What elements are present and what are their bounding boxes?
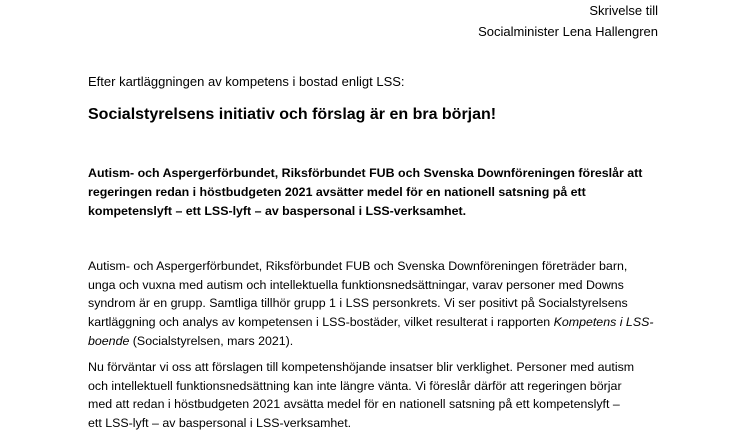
body-paragraph-1 bbox=[88, 257, 678, 351]
paragraph-line: med att redan i höstbudgeten 2021 avsätta medel för en nationell satsning på ett kompetenslyft – bbox=[88, 397, 620, 412]
lead-line: Autism- och Aspergerförbundet, Riksförbundet FUB och Svenska Downföreningen föreslår att bbox=[88, 166, 643, 180]
intro-line: Efter kartläggningen av kompetens i bostad enligt LSS: bbox=[88, 74, 405, 89]
report-title: Kompetens i LSS- bbox=[553, 315, 654, 330]
paragraph-line: syndrom är en grupp. Samtliga tillhör grupp 1 i LSS personkrets. Vi ser positivt på Socialstyrelsens bbox=[88, 296, 628, 311]
lead-line: kompetenslyft – ett LSS-lyft – av baspersonal i LSS-verksamhet. bbox=[88, 204, 467, 218]
paragraph-line bbox=[88, 313, 678, 332]
body-paragraph-2 bbox=[88, 358, 678, 433]
document-headline: Socialstyrelsens initiativ och förslag är en bra början! bbox=[88, 106, 497, 123]
lead-paragraph bbox=[88, 164, 668, 221]
paragraph-line: unga och vuxna med autism och intellektuella funktionsnedsättningar, varav personer med Downs bbox=[88, 277, 624, 292]
paragraph-line: och intellektuell funktionsnedsättning kan inte längre vänta. Vi föreslår därför att regeringen börjar bbox=[88, 378, 622, 393]
report-title-continued: boende bbox=[88, 333, 130, 348]
paragraph-text: kartläggning och analys av kompetensen i LSS-bostäder, vilket resulterat i rapporten bbox=[88, 315, 554, 330]
paragraph-line: Nu förväntar vi oss att förslagen till kompetenshöjande insatser blir verklighet. Personer med autism bbox=[88, 360, 635, 374]
addressee-block bbox=[478, 0, 658, 42]
paragraph-line: ett LSS-lyft – av baspersonal i LSS-verksamhet. bbox=[88, 416, 352, 431]
paragraph-text: (Socialstyrelsen, mars 2021). bbox=[129, 333, 294, 348]
paragraph-line bbox=[88, 332, 678, 351]
paragraph-line: Autism- och Aspergerförbundet, Riksförbundet FUB och Svenska Downföreningen företräder barn, bbox=[88, 259, 628, 273]
lead-line: regeringen redan i höstbudgeten 2021 avsätter medel för en nationell satsning på ett bbox=[88, 185, 586, 199]
addressee-line-1: Skrivelse till bbox=[589, 3, 658, 18]
addressee-line-2: Socialminister Lena Hallengren bbox=[478, 24, 658, 39]
